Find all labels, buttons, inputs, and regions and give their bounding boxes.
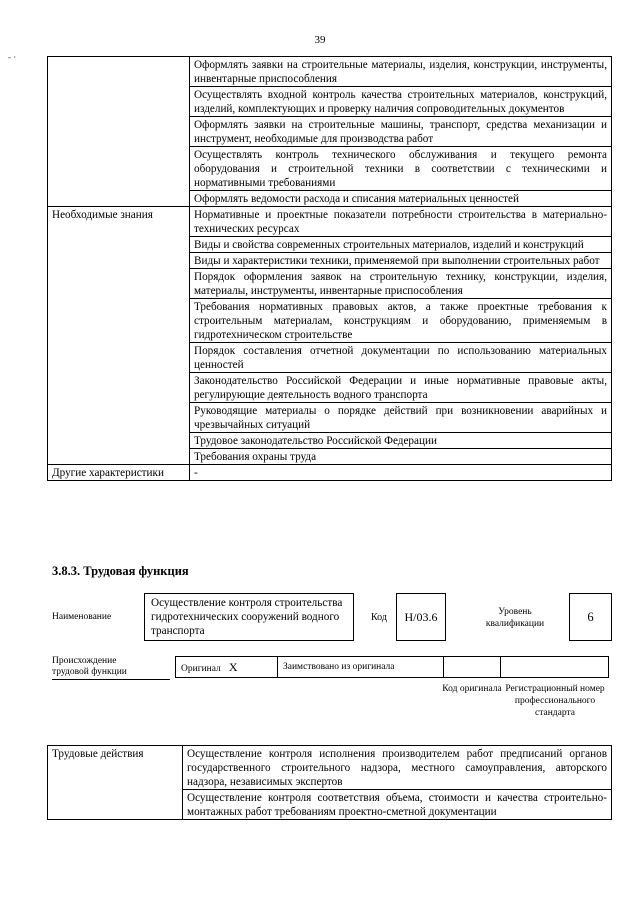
name-value: Осуществление контроля строительства гидротехнических сооружений водного транспорта [144,593,354,641]
skills-knowledge-table [47,56,612,481]
row-description: Оформлять ведомости расхода и списания материальных ценностей [190,191,612,207]
row-description: Виды и свойства современных строительных материалов, изделий и конструкций [190,237,612,253]
borrowed-label: Заимствовано из оригинала [278,657,444,677]
margin-mark: - · [8,52,17,62]
row-description: Требования нормативных правовых актов, а также проектные требования к строительным материалам, конструкциям и оборудованию, применяемым в гидротехническом строительстве [190,299,612,343]
name-label: Наименование [52,612,112,622]
row-description: Порядок составления отчетной документации по использованию материальных ценностей [190,343,612,373]
origin-row [175,656,609,678]
row-description: - [190,465,612,481]
code-original-label: Код оригинала [442,684,502,694]
row-description: Осуществлять контроль технического обслуживания и текущего ремонта оборудования и строительной техники в соответствии с техническими и нормативными требованиями [190,147,612,191]
row-category: Другие характеристики [48,465,190,481]
row-description: Осуществлять входной контроль качества строительных материалов, конструкций, изделий, комплектующих и проверку наличия сопроводительных документов [190,87,612,117]
origin-underline [52,679,170,680]
row-description: Законодательство Российской Федерации и иные нормативные правовые акты, регулирующие деятельность водного транспорта [190,373,612,403]
row-description: Нормативные и проектные показатели потребности строительства в материально-технических ресурсах [190,207,612,237]
row-description: Трудовое законодательство Российской Федерации [190,433,612,449]
row-category: Необходимые знания [48,207,190,465]
original-mark: X [228,660,238,674]
code-label: Код [371,612,387,623]
row-description: Осуществление контроля исполнения производителем работ предписаний органов государственного строительного надзора, местного самоуправления, авторского надзора, независимых экспертов [183,746,612,790]
row-description: Виды и характеристики техники, применяемой при выполнении строительных работ [190,253,612,269]
row-description: Руководящие материалы о порядке действий при возникновении аварийных и чрезвычайных ситуаций [190,403,612,433]
row-category [48,57,190,207]
row-description: Требования охраны труда [190,449,612,465]
reg-number-cell [501,657,608,677]
labor-actions-table [47,745,612,820]
section-title: 3.8.3. Трудовая функция [52,564,189,578]
level-value: 6 [569,593,612,641]
origin-original-cell [176,657,278,677]
table-row [48,746,612,790]
row-description: Оформлять заявки на строительные материалы, изделия, конструкции, инструменты, инвентарные приспособления [190,57,612,87]
original-label: Оригинал [181,664,221,674]
row-description: Оформлять заявки на строительные машины, транспорт, средства механизации и инструмент, необходимые для производства работ [190,117,612,147]
code-original-cell [444,657,501,677]
page-number: 39 [314,34,326,46]
table-row [48,57,612,87]
table-row [48,465,612,481]
table-row [48,207,612,237]
reg-number-label: Регистрационный номер профессионального стандарта [505,684,605,718]
origin-label: Происхождение трудовой функции [52,656,127,677]
code-value: Н/03.6 [396,593,446,641]
row-description: Порядок оформления заявок на строительную технику, конструкции, изделия, материалы, инструменты, инвентарные приспособления [190,269,612,299]
row-category: Трудовые действия [48,746,183,820]
level-label: Уровень квалификации [485,607,545,629]
row-description: Осуществление контроля соответствия объема, стоимости и качества строительно-монтажных работ требованиям проектно-сметной документации [183,790,612,820]
